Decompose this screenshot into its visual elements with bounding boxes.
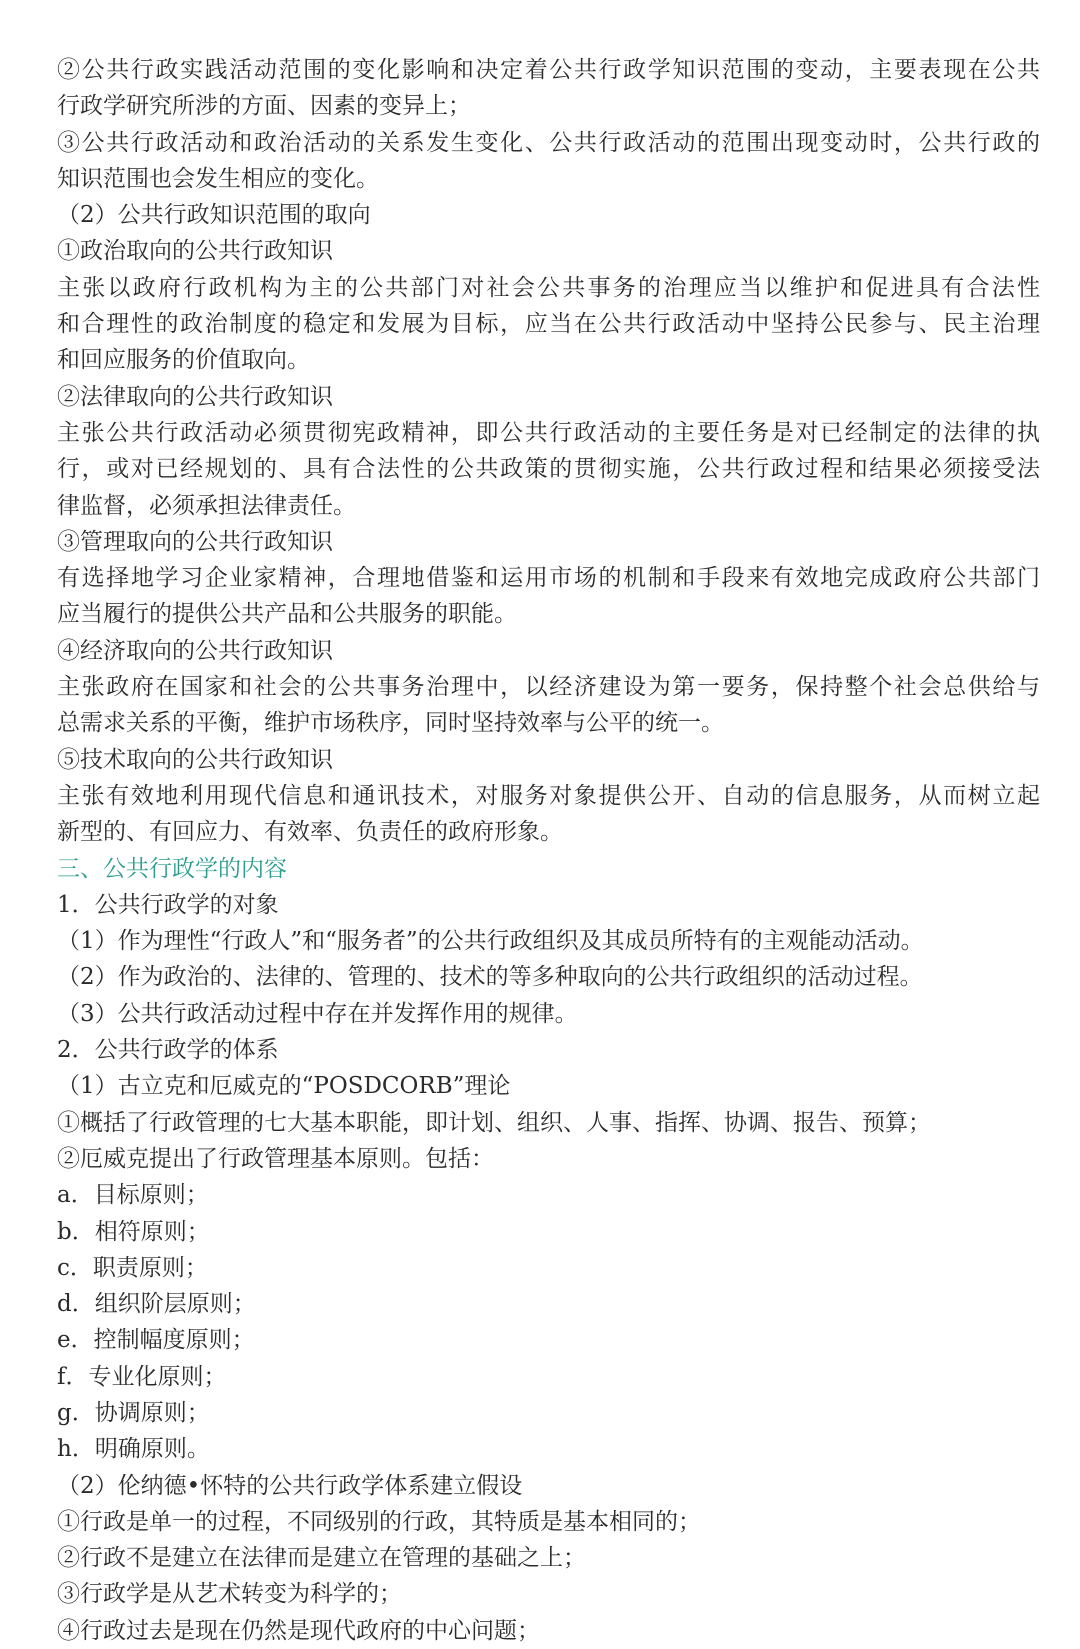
text-line: 有选择地学习企业家精神，合理地借鉴和运用市场的机制和手段来有效地完成政府公共部门 (57, 565, 1040, 592)
text-line: 行政学研究所涉的方面、因素的变异上； (57, 93, 471, 120)
section-heading: 三、公共行政学的内容 (57, 855, 287, 882)
text-line: h．明确原则。 (57, 1436, 210, 1463)
text-line: ②厄威克提出了行政管理基本原则。包括： (57, 1145, 494, 1172)
text-line: a．目标原则； (57, 1182, 209, 1209)
text-line: 和回应服务的价值取向。 (57, 347, 310, 374)
text-line: ④行政过去是现在仍然是现代政府的中心问题； (57, 1617, 540, 1644)
text-line: ⑤技术取向的公共行政知识 (57, 746, 333, 773)
text-line: 主张政府在国家和社会的公共事务治理中，以经济建设为第一要务，保持整个社会总供给与 (57, 674, 1040, 701)
text-line: （2）作为政治的、法律的、管理的、技术的等多种取向的公共行政组织的活动过程。 (57, 964, 923, 991)
text-line: 1．公共行政学的对象 (57, 891, 279, 918)
text-line: ③公共行政活动和政治活动的关系发生变化、公共行政活动的范围出现变动时，公共行政的 (57, 129, 1040, 156)
text-line: ④经济取向的公共行政知识 (57, 637, 333, 664)
text-line: ②行政不是建立在法律而是建立在管理的基础之上； (57, 1545, 586, 1572)
text-line: 知识范围也会发生相应的变化。 (57, 165, 379, 192)
text-line: g．协调原则； (57, 1399, 210, 1426)
text-line: 律监督，必须承担法律责任。 (57, 492, 356, 519)
text-line: （3）公共行政活动过程中存在并发挥作用的规律。 (57, 1000, 578, 1027)
text-line: （2）公共行政知识范围的取向 (57, 202, 371, 229)
text-line: ②公共行政实践活动范围的变化影响和决定着公共行政学知识范围的变动，主要表现在公共 (57, 57, 1040, 83)
text-line: ③行政学是从艺术转变为科学的； (57, 1581, 402, 1608)
text-line: （1）作为理性“行政人”和“服务者”的公共行政组织及其成员所特有的主观能动活动。 (57, 928, 924, 955)
text-line: ①概括了行政管理的七大基本职能，即计划、组织、人事、指挥、协调、报告、预算； (57, 1109, 931, 1136)
text-line: b．相符原则； (57, 1218, 210, 1245)
text-line: e．控制幅度原则； (57, 1327, 255, 1354)
text-line: 新型的、有回应力、有效率、负责任的政府形象。 (57, 819, 563, 846)
text-line: 总需求关系的平衡，维护市场秩序，同时坚持效率与公平的统一。 (57, 710, 724, 737)
text-line: 主张以政府行政机构为主的公共部门对社会公共事务的治理应当以维护和促进具有合法性 (57, 274, 1040, 301)
text-line: d．组织阶层原则； (57, 1291, 256, 1318)
text-line: （1）古立克和厄威克的“POSDCORB”理论 (57, 1073, 511, 1100)
text-line: ③管理取向的公共行政知识 (57, 528, 333, 555)
text-line: 和合理性的政治制度的稳定和发展为目标，应当在公共行政活动中坚持公民参与、民主治理 (57, 311, 1040, 338)
text-line: 应当履行的提供公共产品和公共服务的职能。 (57, 601, 517, 628)
text-line: f．专业化原则； (57, 1363, 227, 1390)
text-line: 主张公共行政活动必须贯彻宪政精神，即公共行政活动的主要任务是对已经制定的法律的执 (57, 419, 1040, 446)
text-line: 行，或对已经规划的、具有合法性的公共政策的贯彻实施，公共行政过程和结果必须接受法 (57, 456, 1040, 483)
text-line: 2．公共行政学的体系 (57, 1037, 279, 1064)
text-line: （2）伦纳德•怀特的公共行政学体系建立假设 (57, 1472, 523, 1499)
text-line: 主张有效地利用现代信息和通讯技术，对服务对象提供公开、自动的信息服务，从而树立起 (57, 782, 1040, 809)
text-line: ②法律取向的公共行政知识 (57, 383, 333, 410)
text-line: ①行政是单一的过程，不同级别的行政，其特质是基本相同的； (57, 1508, 701, 1535)
text-line: ①政治取向的公共行政知识 (57, 238, 333, 265)
text-line: c．职责原则； (57, 1254, 208, 1281)
